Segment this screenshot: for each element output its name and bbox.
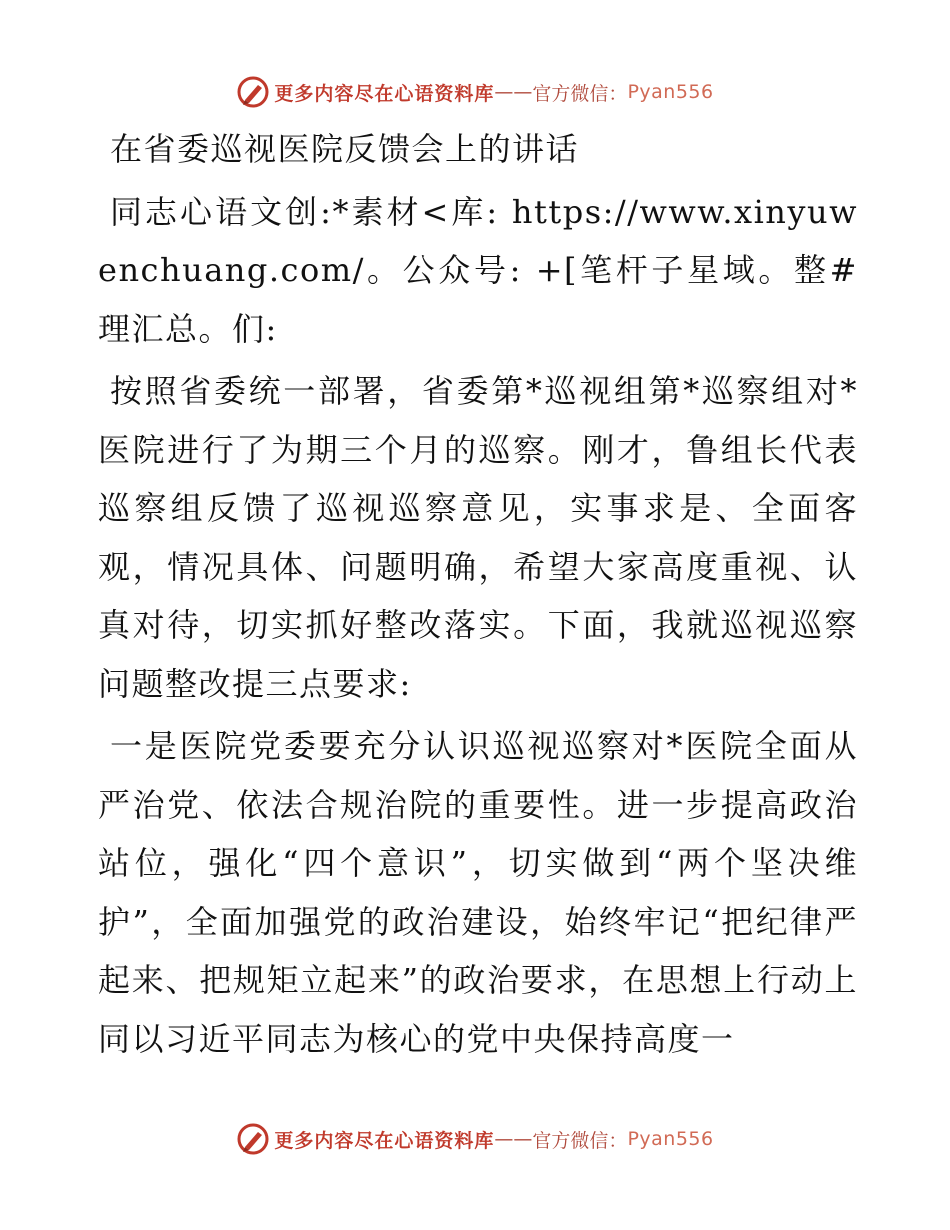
salutation: 同志心语文创:*素材<库: https://www.xinyuwenchuang.com/。公众号: +[笔杆子星域。整#理汇总。们: <box>98 192 858 348</box>
watermark-text: 更多内容尽在心语资料库 <box>274 82 495 105</box>
watermark-wechat-id: Pyan556 <box>627 1128 714 1150</box>
watermark-label: 官方微信： <box>532 1129 628 1152</box>
watermark-dash: —— <box>494 1128 533 1150</box>
pen-logo-icon <box>236 75 270 109</box>
header-watermark <box>0 72 950 112</box>
footer-watermark <box>0 1119 950 1159</box>
paragraph-2: 一是医院党委要充分认识巡视巡察对*医院全面从严治党、依法合规治院的重要性。进一步提高政治站位，强化“四个意识”，切实做到“两个坚决维护”，全面加强党的政治建设，始终牢记“把纪律严起来、把规矩立起来”的政治要求，在思想上行动上同以习近平同志为核心的党中央保持高度一 <box>98 727 858 1058</box>
document-body <box>98 120 858 1068</box>
paragraph-1: 按照省委统一部署，省委第*巡视组第*巡察组对*医院进行了为期三个月的巡察。刚才，鲁组长代表巡察组反馈了巡视巡察意见，实事求是、全面客观，情况具体、问题明确，希望大家高度重视、认真对待，切实抓好整改落实。下面，我就巡视巡察问题整改提三点要求: <box>98 372 858 703</box>
pen-logo-icon <box>236 1122 270 1156</box>
watermark-wechat-id: Pyan556 <box>627 81 714 103</box>
watermark-label: 官方微信： <box>532 82 628 105</box>
watermark-dash: —— <box>494 81 533 103</box>
watermark-text: 更多内容尽在心语资料库 <box>274 1129 495 1152</box>
document-title: 在省委巡视医院反馈会上的讲话 <box>110 130 580 168</box>
